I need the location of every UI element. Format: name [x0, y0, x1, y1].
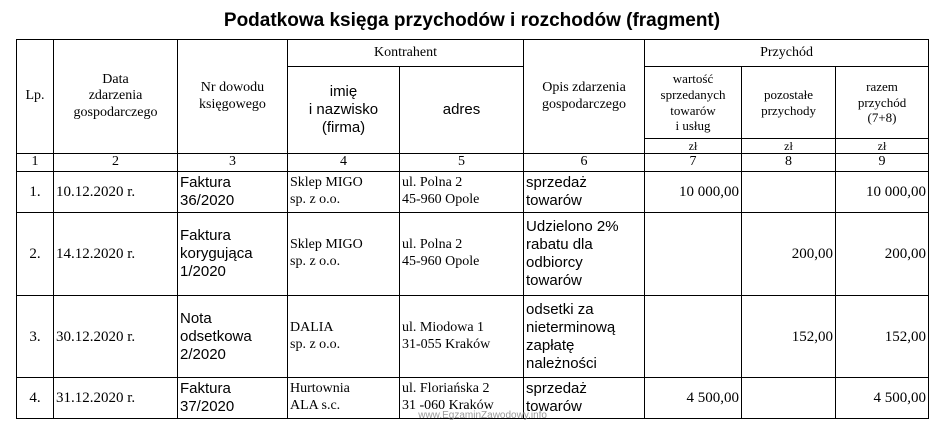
- row-lp: 2.: [17, 213, 54, 296]
- column-number: 3: [178, 154, 288, 172]
- row-sales-value: [645, 213, 742, 296]
- row-contractor-address: ul. Polna 2 45-960 Opole: [400, 172, 524, 213]
- row-description: Udzielono 2% rabatu dla odbiorcy towarów: [524, 213, 645, 296]
- row-contractor-address: ul. Floriańska 2 31 -060 Kraków: [400, 378, 524, 419]
- unit-col9: zł: [836, 139, 929, 154]
- row-other-revenue: 152,00: [742, 296, 836, 378]
- header-revenue: Przychód: [645, 40, 929, 67]
- column-number: 6: [524, 154, 645, 172]
- row-total-revenue: 4 500,00: [836, 378, 929, 419]
- column-number: 2: [54, 154, 178, 172]
- row-contractor-name: DALIA sp. z o.o.: [288, 296, 400, 378]
- row-date: 30.12.2020 r.: [54, 296, 178, 378]
- row-other-revenue: [742, 172, 836, 213]
- row-lp: 1.: [17, 172, 54, 213]
- column-number: 4: [288, 154, 400, 172]
- row-total-revenue: 200,00: [836, 213, 929, 296]
- header-date: Data zdarzenia gospodarczego: [54, 40, 178, 154]
- header-lp: Lp.: [17, 40, 54, 154]
- row-total-revenue: 152,00: [836, 296, 929, 378]
- row-lp: 3.: [17, 296, 54, 378]
- row-description: sprzedaż towarów: [524, 378, 645, 419]
- ledger-table: [16, 39, 929, 419]
- row-contractor-name: Hurtownia ALA s.c.: [288, 378, 400, 419]
- header-description: Opis zdarzenia gospodarczego: [524, 40, 645, 154]
- column-number: 1: [17, 154, 54, 172]
- row-lp: 4.: [17, 378, 54, 419]
- table-row: [17, 296, 929, 378]
- column-number: 8: [742, 154, 836, 172]
- row-document: Nota odsetkowa 2/2020: [178, 296, 288, 378]
- row-document: Faktura 37/2020: [178, 378, 288, 419]
- column-numbers-row: [17, 154, 929, 172]
- header-name: imię i nazwisko (firma): [288, 67, 400, 154]
- header-other-revenue: pozostałe przychody: [742, 67, 836, 139]
- row-date: 10.12.2020 r.: [54, 172, 178, 213]
- column-number: 5: [400, 154, 524, 172]
- row-other-revenue: 200,00: [742, 213, 836, 296]
- row-date: 31.12.2020 r.: [54, 378, 178, 419]
- row-sales-value: 10 000,00: [645, 172, 742, 213]
- row-document: Faktura korygująca 1/2020: [178, 213, 288, 296]
- row-description: odsetki za nieterminową zapłatę należności: [524, 296, 645, 378]
- header-total-revenue: razem przychód (7+8): [836, 67, 929, 139]
- header-document-number: Nr dowodu księgowego: [178, 40, 288, 154]
- unit-col8: zł: [742, 139, 836, 154]
- table-row: [17, 213, 929, 296]
- row-total-revenue: 10 000,00: [836, 172, 929, 213]
- row-other-revenue: [742, 378, 836, 419]
- header-row-top: [17, 40, 929, 67]
- document-title: Podatkowa księga przychodów i rozchodów (fragment): [223, 10, 721, 31]
- row-contractor-name: Sklep MIGO sp. z o.o.: [288, 172, 400, 213]
- column-number: 7: [645, 154, 742, 172]
- row-document: Faktura 36/2020: [178, 172, 288, 213]
- header-contractor: Kontrahent: [288, 40, 524, 67]
- row-description: sprzedaż towarów: [524, 172, 645, 213]
- row-sales-value: 4 500,00: [645, 378, 742, 419]
- unit-col7: zł: [645, 139, 742, 154]
- row-sales-value: [645, 296, 742, 378]
- header-address: adres: [400, 67, 524, 154]
- row-contractor-address: ul. Miodowa 1 31-055 Kraków: [400, 296, 524, 378]
- table-row: [17, 172, 929, 213]
- row-contractor-address: ul. Polna 2 45-960 Opole: [400, 213, 524, 296]
- header-sales-value: wartość sprzedanych towarów i usług: [645, 67, 742, 139]
- watermark: www.EgzaminZawodowy.info: [418, 410, 547, 421]
- column-number: 9: [836, 154, 929, 172]
- row-date: 14.12.2020 r.: [54, 213, 178, 296]
- row-contractor-name: Sklep MIGO sp. z o.o.: [288, 213, 400, 296]
